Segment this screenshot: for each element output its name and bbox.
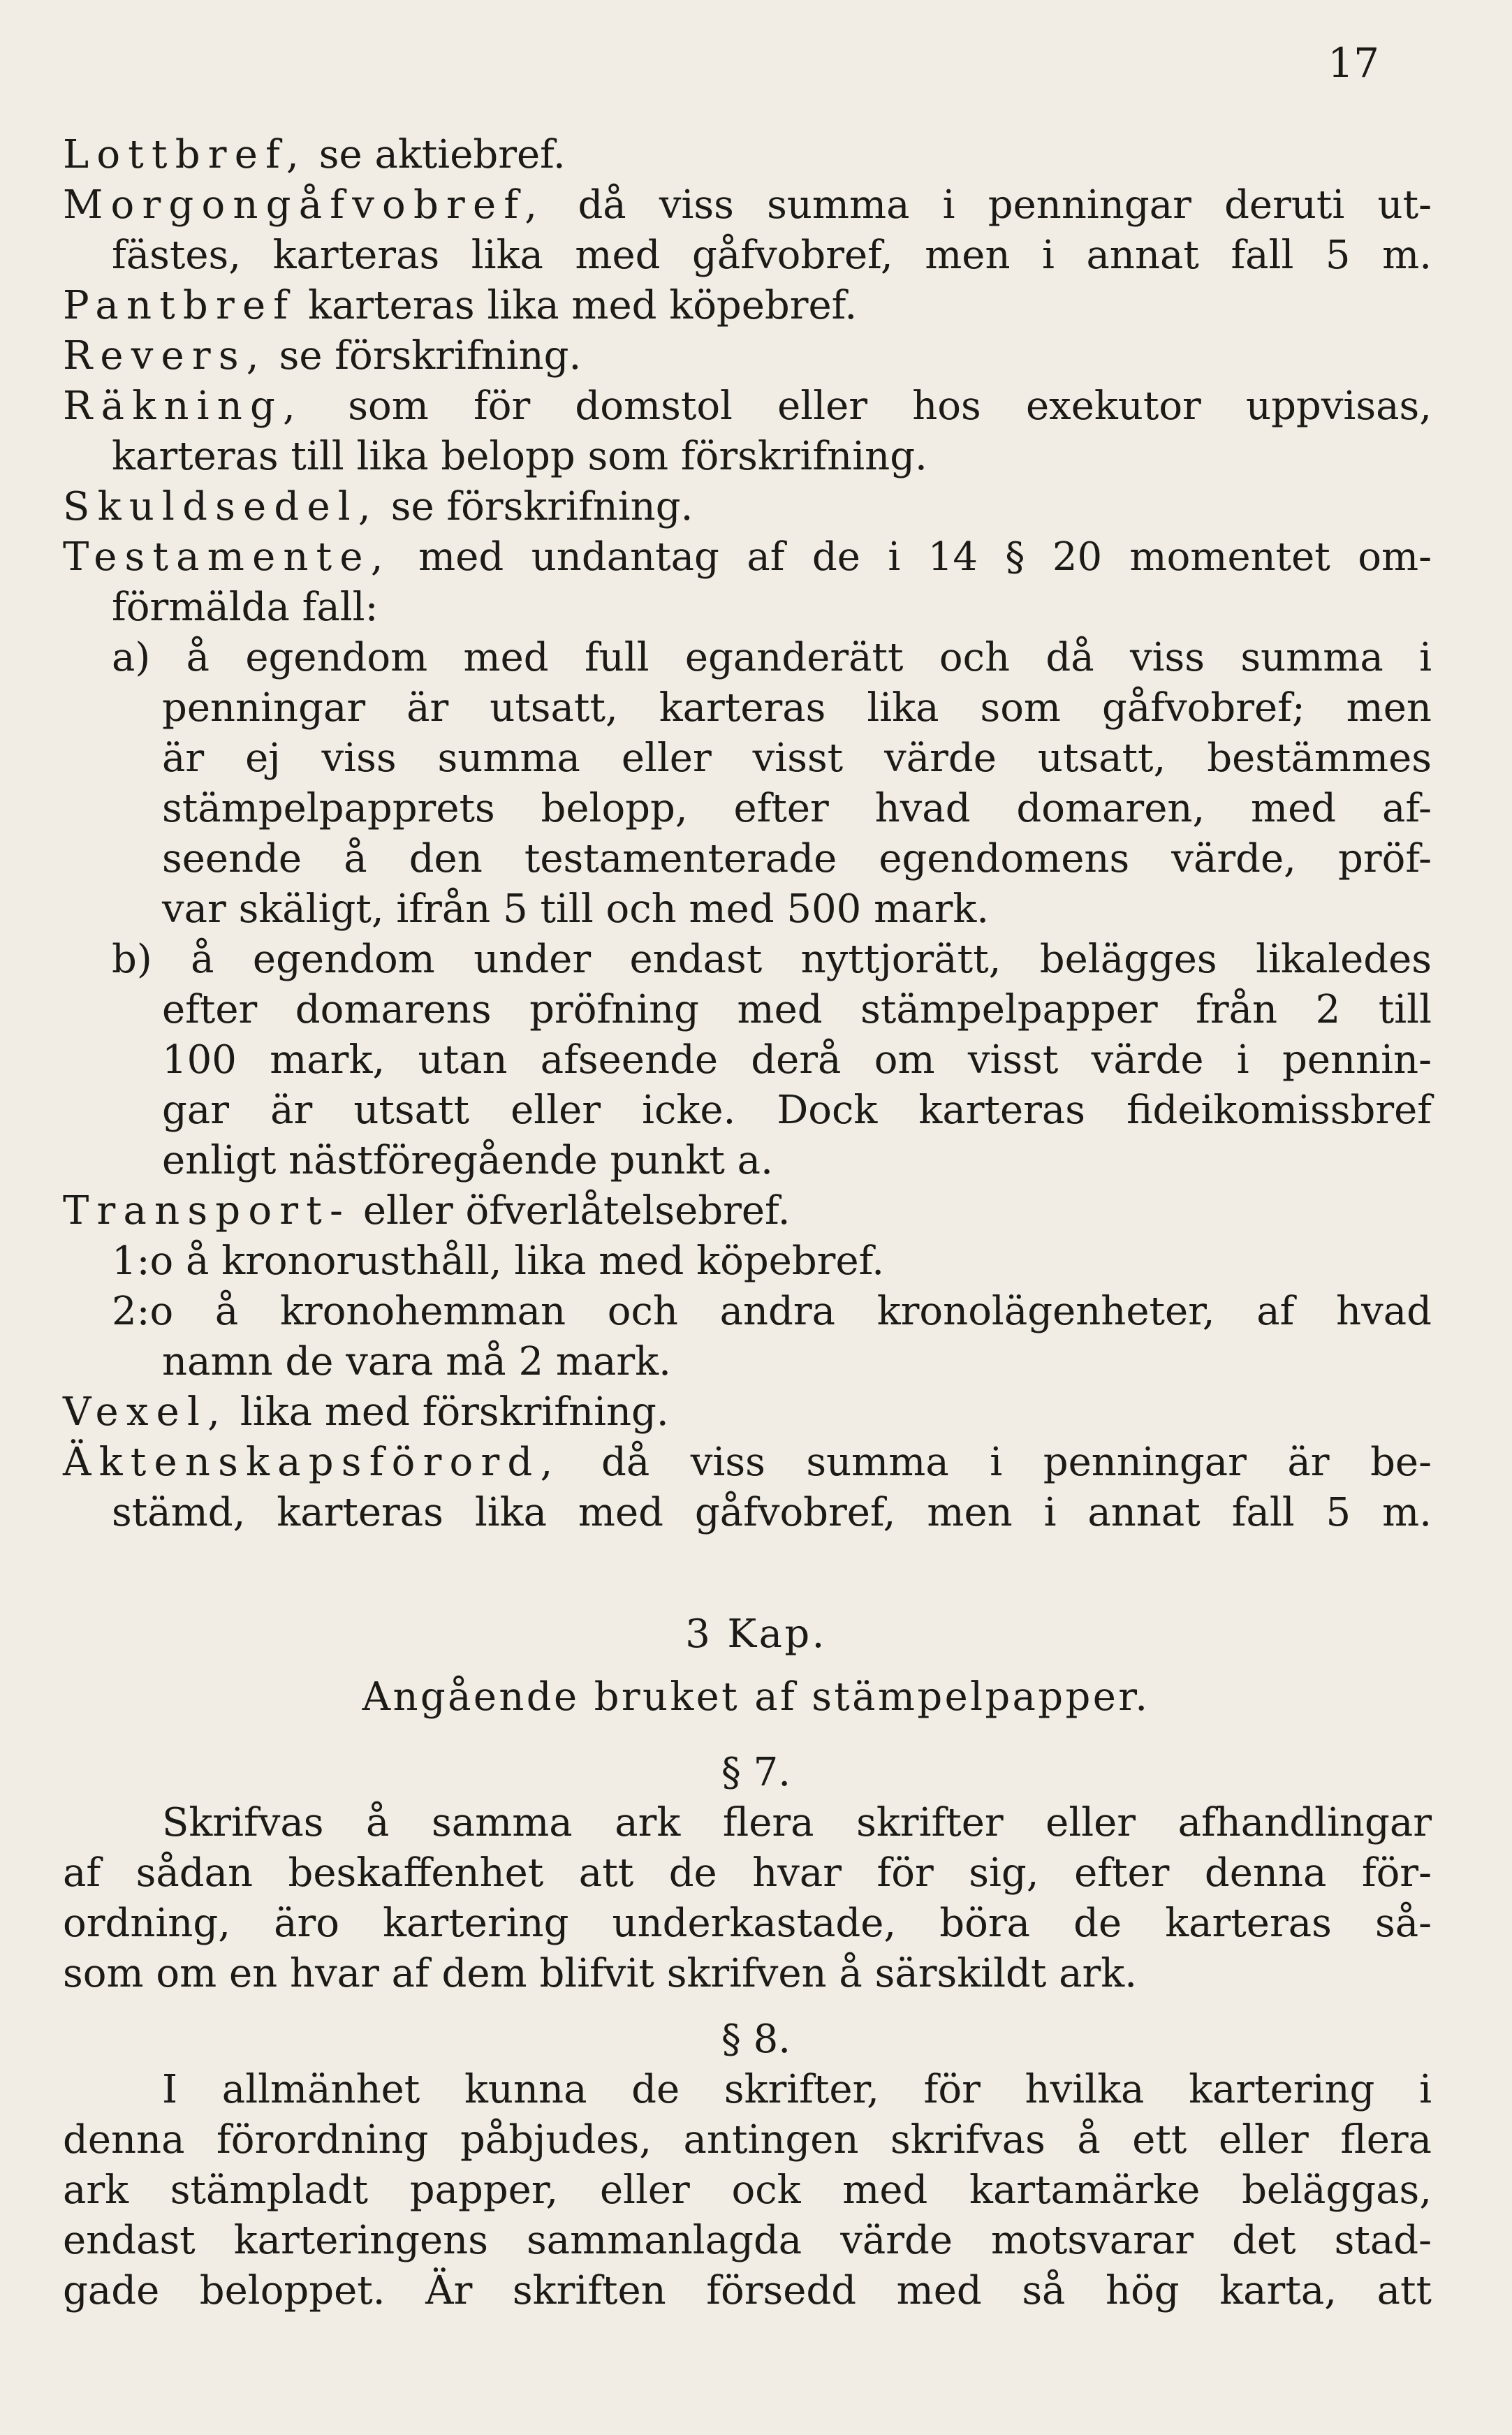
entry-line: [162, 837, 1432, 882]
entry-term: Transport-: [63, 1188, 351, 1234]
entry-text: b) å egendom under endast nyttjorätt, belägges likaledes: [112, 937, 1432, 982]
entry-text: stämpelpapprets belopp, efter hvad domaren, med af-: [162, 786, 1432, 831]
section-7-heading: § 7.: [721, 1750, 791, 1795]
page-number: 17: [1328, 39, 1379, 87]
entry-text: 1:o å kronorusthåll, lika med köpebref.: [112, 1238, 885, 1284]
entry-text: se förskrifning.: [266, 333, 582, 379]
entry-text: se förskrifning.: [378, 484, 693, 529]
entry-text: efter domarens pröfning med stämpelpapper från 2 till: [162, 987, 1432, 1032]
entry-text: 2:o å kronohemman och andra kronolägenheter, af hvad: [112, 1289, 1432, 1334]
entry-line: [112, 1491, 1432, 1535]
entry-text: lika med förskrifning.: [228, 1389, 669, 1435]
entry-text: penningar är utsatt, karteras lika som gåfvobref; men: [162, 685, 1432, 731]
entry-term: Pantbref: [63, 283, 296, 328]
section-8-line: endast karteringens sammanlagda värde motsvarar det stad-: [63, 2218, 1432, 2263]
entry-term: Räkning,: [63, 383, 304, 429]
entry-text: är ej viss summa eller visst värde utsatt, bestämmes: [162, 736, 1432, 781]
entry-text: med undantag af de i 14 § 20 momentet om-: [390, 534, 1432, 580]
section-7-line: af sådan beskaffenhet att de hvar för sig, efter denna för-: [63, 1850, 1432, 1896]
entry-line: [63, 384, 1432, 429]
entry-text: 100 mark, utan afseende derå om visst värde i pennin-: [162, 1037, 1432, 1083]
entry-line: [162, 1088, 1432, 1133]
entry-text: a) å egendom med full eganderätt och då viss summa i: [112, 635, 1432, 680]
entry-line: [63, 284, 1432, 328]
entry-term: Äktenskapsförord,: [63, 1440, 561, 1485]
entry-text: som för domstol eller hos exekutor uppvisas,: [303, 383, 1432, 429]
entry-text: eller öfverlåtelsebref.: [351, 1188, 791, 1234]
entry-line: [63, 535, 1432, 580]
entry-line: [63, 334, 1432, 379]
entry-text: då viss summa i penningar är be-: [560, 1440, 1432, 1485]
entry-term: Lottbref,: [63, 132, 307, 177]
section-8-line: I allmänhet kunna de skrifter, för hvilka kartering i: [162, 2067, 1432, 2112]
entry-text: enligt nästföregående punkt a.: [162, 1138, 773, 1183]
entry-line: [112, 434, 1432, 479]
entry-line: [63, 1440, 1432, 1485]
entry-line: [112, 585, 1432, 630]
entry-text: då viss summa i penningar deruti ut-: [545, 182, 1432, 228]
entry-line: [162, 787, 1432, 831]
chapter-title: Angående bruket af stämpelpapper.: [362, 1674, 1150, 1720]
entry-term: Testamente,: [63, 534, 391, 580]
entry-line: [63, 1189, 1432, 1234]
entry-term: Morgongåfvobref,: [63, 182, 545, 228]
section-7-line: Skrifvas å samma ark flera skrifter eller afhandlingar: [162, 1800, 1432, 1845]
entry-term: Vexel,: [63, 1389, 228, 1435]
chapter-number: 3 Kap.: [685, 1611, 827, 1657]
section-8-line: ark stämpladt papper, eller ock med kartamärke beläggas,: [63, 2167, 1432, 2213]
entry-line: [162, 887, 1432, 932]
entry-line: [162, 736, 1432, 781]
entry-line: [162, 1139, 1432, 1183]
entry-line: [162, 1038, 1432, 1083]
entry-line: [112, 937, 1432, 982]
section-7-line: ordning, äro kartering underkastade, böra de karteras så-: [63, 1901, 1432, 1946]
entry-line: [162, 1340, 1432, 1384]
entry-line: [162, 686, 1432, 731]
entry-line: [162, 988, 1432, 1032]
entry-line: [112, 233, 1432, 278]
entry-line: [63, 183, 1432, 228]
entry-line: [63, 485, 1432, 529]
section-8-line: gade beloppet. Är skriften försedd med så hög karta, att: [63, 2268, 1432, 2313]
section-8-heading: § 8.: [721, 2017, 791, 2062]
entry-line: [112, 1289, 1432, 1334]
entry-text: förmälda fall:: [112, 585, 379, 630]
entry-text: stämd, karteras lika med gåfvobref, men i annat fall 5 m.: [112, 1490, 1432, 1535]
entry-text: seende å den testamenterade egendomens värde, pröf-: [162, 836, 1432, 882]
entry-line: [112, 636, 1432, 680]
entry-text: se aktiebref.: [307, 132, 566, 177]
section-7-line: som om en hvar af dem blifvit skrifven å särskildt ark.: [63, 1951, 1138, 1996]
entry-term: Revers,: [63, 333, 267, 379]
entry-text: var skäligt, ifrån 5 till och med 500 mark.: [162, 886, 990, 932]
section-8-line: denna förordning påbjudes, antingen skrifvas å ett eller flera: [63, 2117, 1432, 2163]
entry-line: [63, 133, 1432, 177]
entry-text: karteras lika med köpebref.: [295, 283, 858, 328]
entry-text: namn de vara må 2 mark.: [162, 1339, 671, 1384]
entry-text: karteras till lika belopp som förskrifning.: [112, 434, 927, 479]
entry-term: Skuldsedel,: [63, 484, 379, 529]
entry-line: [112, 1239, 1432, 1284]
entry-text: fästes, karteras lika med gåfvobref, men i annat fall 5 m.: [112, 233, 1432, 278]
entry-line: [63, 1390, 1432, 1435]
entry-text: gar är utsatt eller icke. Dock karteras fideikomissbref: [162, 1088, 1432, 1133]
